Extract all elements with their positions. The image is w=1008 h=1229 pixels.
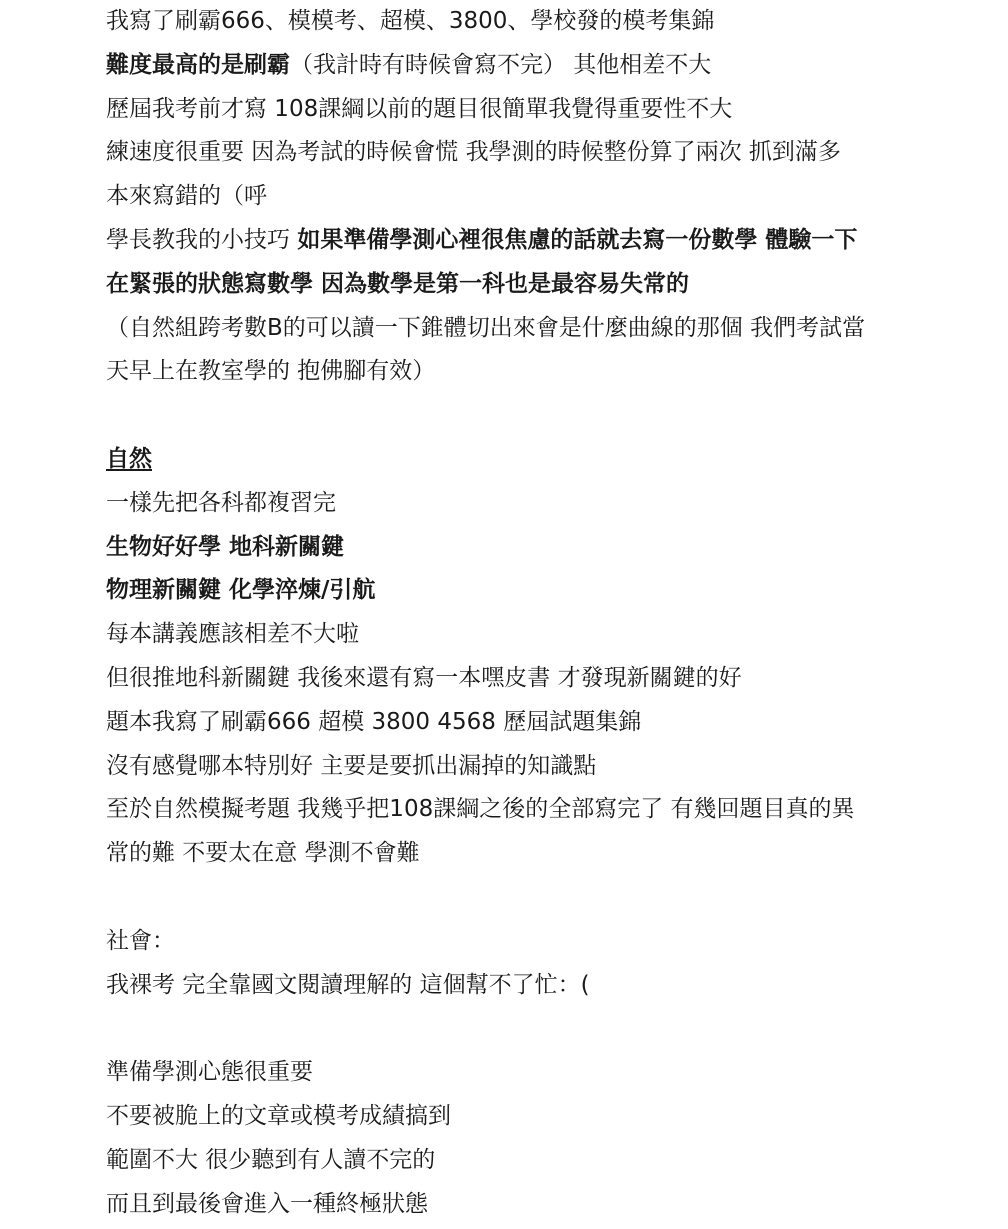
section-heading-social: 社會： — [106, 927, 175, 954]
blank-line — [106, 876, 986, 920]
paragraph-line: 本來寫錯的（呼 — [106, 183, 267, 210]
paragraph-line: （自然組跨考數B的可以讀一下錐體切出來會是什麼曲線的那個 我們考試當 — [106, 314, 866, 341]
paragraph-line: 沒有感覺哪本特別好 主要是要抓出漏掉的知識點 — [106, 752, 597, 779]
paragraph-line: 天早上在教室學的 抱佛腳有效） — [106, 358, 436, 385]
paragraph-line: 每本講義應該相差不大啦 — [106, 621, 359, 648]
paragraph-line: 物理新關鍵 化學淬煉/引航 — [106, 577, 376, 604]
paragraph-line: 在緊張的狀態寫數學 因為數學是第一科也是最容易失常的 — [106, 270, 690, 297]
paragraph-line: 常的難 不要太在意 學測不會難 — [106, 840, 420, 867]
paragraph-line: 不要被脆上的文章或模考成績搞到 — [106, 1102, 451, 1129]
paragraph-line: 歷屆我考前才寫 108課綱以前的題目很簡單我覺得重要性不大 — [106, 95, 733, 122]
blank-line — [106, 1007, 986, 1051]
blank-line — [106, 394, 986, 438]
paragraph-line: 我寫了刷霸666、模模考、超模、3800、學校發的模考集錦 — [106, 8, 715, 34]
paragraph-line — [106, 44, 986, 88]
normal-text: 學長教我的小技巧 — [106, 226, 298, 253]
paragraph-line: 生物好好學 地科新關鍵 — [106, 533, 345, 560]
paragraph-line: 而且到最後會進入一種終極狀態 — [106, 1190, 428, 1217]
paragraph-line: 至於自然模擬考題 我幾乎把108課綱之後的全部寫完了 有幾回題目真的異 — [106, 796, 855, 823]
paragraph-line: 練速度很重要 因為考試的時候會慌 我學測的時候整份算了兩次 抓到滿多 — [106, 139, 841, 166]
section-heading-science: 自然 — [106, 445, 152, 472]
paragraph-line: 我裸考 完全靠國文閱讀理解的 這個幫不了忙：( — [106, 971, 590, 998]
paragraph-line — [106, 219, 986, 263]
normal-text: （我計時有時候會寫不完） 其他相差不大 — [290, 51, 712, 78]
paragraph-line: 但很推地科新關鍵 我後來還有寫一本嘿皮書 才發現新關鍵的好 — [106, 664, 742, 691]
bold-text: 難度最高的是刷霸 — [106, 51, 290, 78]
paragraph-line: 題本我寫了刷霸666 超模 3800 4568 歷屆試題集錦 — [106, 708, 642, 735]
bold-text: 如果準備學測心裡很焦慮的話就去寫一份數學 體驗一下 — [297, 226, 858, 253]
paragraph-line: 準備學測心態很重要 — [106, 1059, 313, 1086]
document-body — [106, 0, 986, 1226]
paragraph-line: 範圍不大 很少聽到有人讀不完的 — [106, 1146, 436, 1173]
paragraph-line: 一樣先把各科都複習完 — [106, 489, 336, 516]
